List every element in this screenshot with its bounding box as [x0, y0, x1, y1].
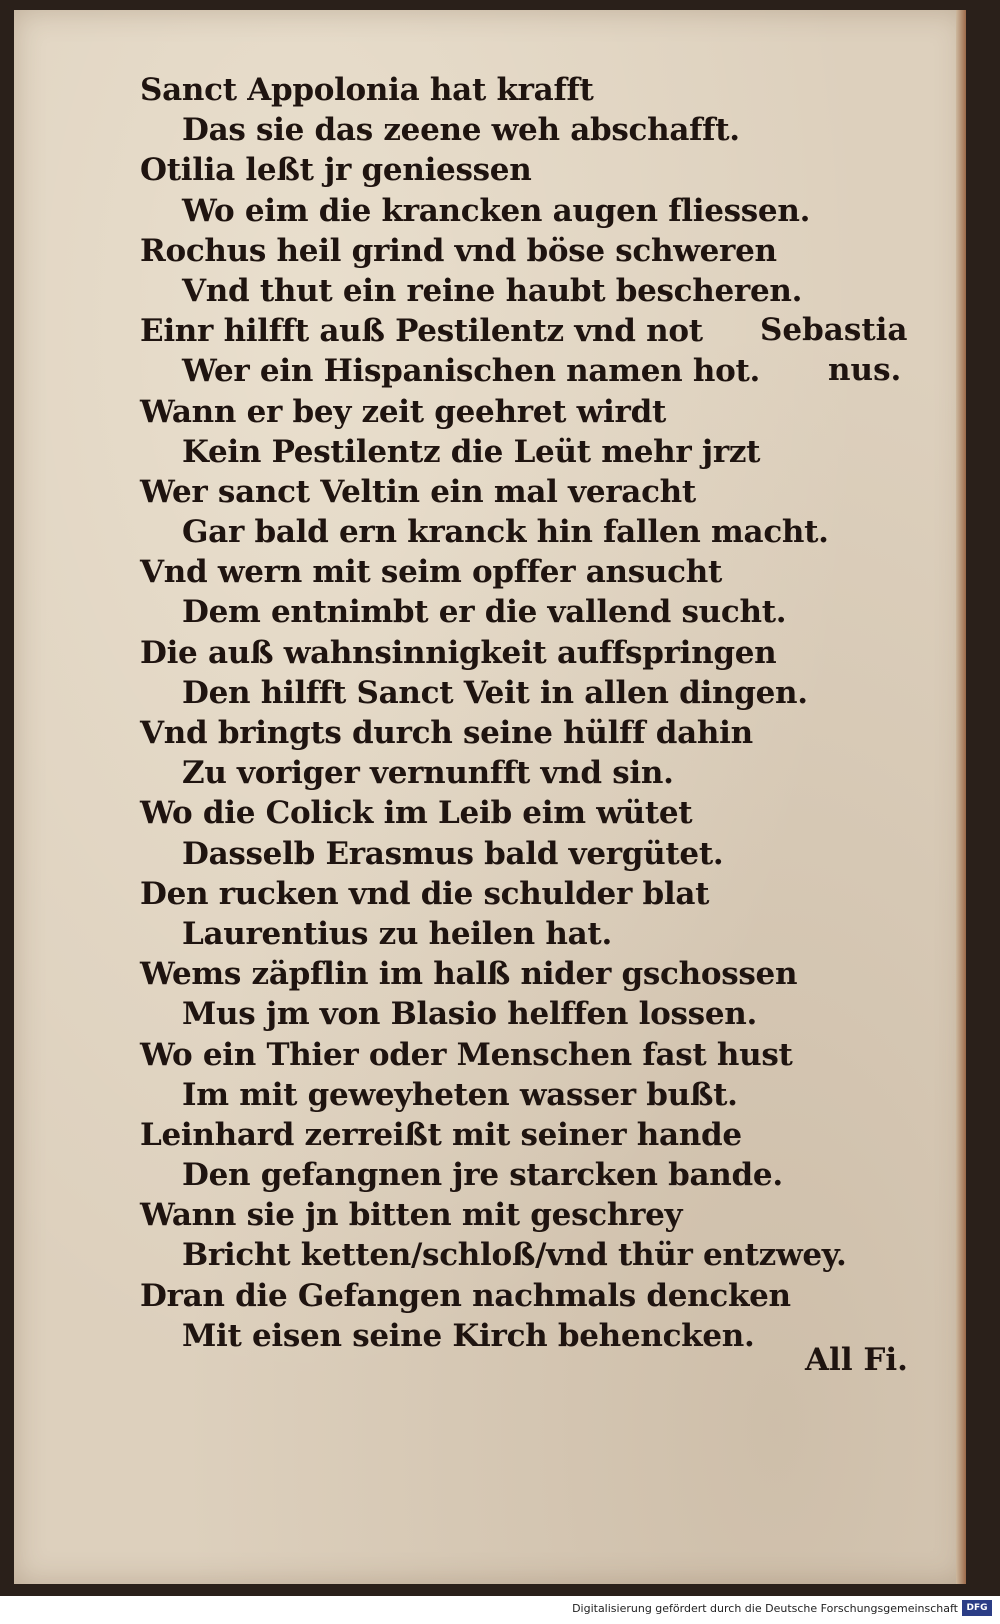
funding-credit: Digitalisierung gefördert durch die Deutsche Forschungsgemeinschaft [572, 1602, 958, 1615]
verse-line: Vnd bringts durch seine hülff dahin [140, 715, 753, 751]
verse-line: Vnd wern mit seim opffer ansucht [140, 554, 722, 591]
page-edge [956, 10, 966, 1584]
verse-line: Wer sanct Veltin ein mal veracht [140, 473, 696, 510]
verse-line: Bricht ketten/schloß/vnd thür entzwey. [182, 1237, 847, 1274]
verse-line: Die auß wahnsinnigkeit auffspringen [140, 634, 777, 671]
verse-line: Kein Pestilentz die Leüt mehr jrzt [182, 433, 761, 470]
verse-line: Rochus heil grind vnd böse schweren [140, 232, 777, 269]
verse-line: Dasselb Erasmus bald vergütet. [182, 835, 724, 872]
verse-line: Das sie das zeene weh abschafft. [182, 112, 740, 149]
dfg-logo-icon: DFG [962, 1600, 992, 1616]
verse-line: Wann er bey zeit geehret wirdt [140, 393, 666, 430]
verse-line: Den hilfft Sanct Veit in allen dingen. [182, 674, 808, 711]
verse-line: Wo eim die krancken augen fliessen. [182, 192, 811, 229]
verse-text [140, 70, 846, 1356]
verse-line: Leinhard zerreißt mit seiner hande [140, 1116, 742, 1153]
verse-line: Im mit geweyheten wasser bußt. [182, 1076, 738, 1113]
verse-line: Den rucken vnd die schulder blat [140, 875, 710, 912]
verse-line: Gar bald ern kranck hin fallen macht. [182, 514, 829, 551]
verse-line: Wo die Colick im Leib eim wütet [140, 795, 693, 832]
verse-line: Dran die Gefangen nachmals dencken [140, 1277, 791, 1314]
margin-note-line-1: Sebastia [760, 312, 908, 348]
verse-line: Sanct Appolonia hat krafft [140, 72, 594, 108]
verse-line: Mit eisen seine Kirch behencken. [182, 1317, 755, 1354]
margin-note-line-2: nus. [828, 352, 902, 388]
verse-line: Wer ein Hispanischen namen hot. [182, 353, 760, 390]
footer [0, 1596, 1000, 1624]
verse-line: Wo ein Thier oder Menschen fast hust [140, 1036, 793, 1073]
catchword: All Fi. [805, 1342, 908, 1378]
verse-line: Mus jm von Blasio helffen lossen. [182, 996, 757, 1033]
verse-line: Laurentius zu heilen hat. [182, 915, 612, 952]
verse-line: Einr hilfft auß Pestilentz vnd not [140, 313, 703, 350]
verse-line: Dem entnimbt er die vallend sucht. [182, 594, 787, 631]
margin-note [760, 310, 908, 390]
verse-line: Zu voriger vernunfft vnd sin. [182, 755, 674, 792]
verse-line: Wems zäpflin im halß nider gschossen [140, 956, 798, 993]
verse-line: Wann sie jn bitten mit geschrey [140, 1197, 683, 1234]
verse-line: Otilia leßt jr geniessen [140, 152, 532, 189]
verse-line: Vnd thut ein reine haubt bescheren. [182, 272, 803, 309]
verse-line: Den gefangnen jre starcken bande. [182, 1157, 783, 1194]
